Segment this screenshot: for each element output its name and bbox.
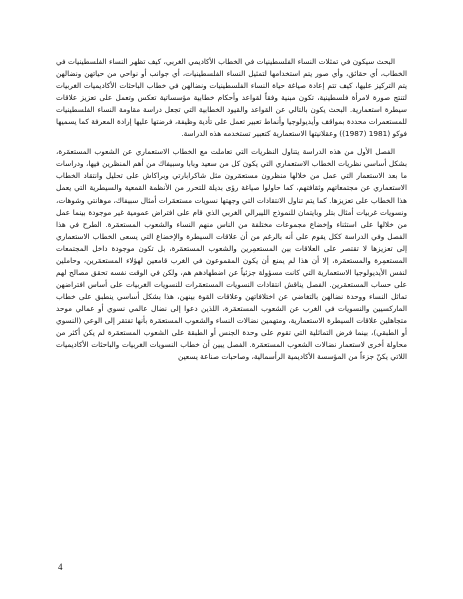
paragraph-2: الفصل الأول من هذه الدراسة يتناول النظريات التي تعاملت مع الخطاب الاستعماري عن الشعوب المستعمَرة، بشكل أساسي نظريات الخطاب الاستعماري التي يكون كل من سعيد وبابا وسبيفاك من أهم المنظرين فيها، ودراسات ما بعد الاستعمار التي عمل من خلالها منظرون مستعمَرون مثل شاكرابارتي وبراكاش على تحليل وانتقاد الخطاب الاستعماري عن مجتمعاتهم وثقافتهم، كما حاولوا صياغة رؤى بديلة للتحرر من الأنظمة القمعية والسيطرية التي يعمل هذا الخطاب على تعزيزها. كما يتم تناول الانتقادات التي وجهتها نسويات مستعمَرات أمثال سبيفاك، موهانتي وشوهات، ونسويات غربيات أمثال بتلر وبايتمان للنموذج الليبرالي الغربي الذي قام على افتراض عمومية غير موجودة بينما عمل من خلالها على استثناء وإخضاع مجموعات مختلفة من الناس منهم النساء والشعوب المستعمَرة. الطرح في هذا الفصل وفي الدراسة ككل يقوم على أنه بالرغم من أن علاقات السيطرة والإخضاع التي يسعى الخطاب الاستعماري إلى تعزيزها لا تقتصر على العلاقات بين المستعمِرين والشعوب المستعمَرة، بل تكون موجودة داخل المجتمعات المستعمِرة والمستعمَرة، إلا أن هذا لم يمنع أن يكون المقموعون في الغرب قامعين لهؤلاء المستعمَرين، وحاملين لنفس الأيديولوجيا الاستعمارية التي كانت مسؤولة جزئياً عن اضطهادهم هم، ولكن في الوقت نفسه تحقق مصالح لهم على حساب المستعمَرين. الفصل يناقش انتقادات النسويات المستعمَرات للنسويات الغربيات على أساس افتراضهن تماثل النساء ووحدة نضالهن بالتغاضي عن اختلافاتهن وعلاقات القوة بينهن، هذا بشكل أساسي ينطبق على خطاب الماركسيين والنسويات في الغرب عن الشعوب المستعمَرة، اللذين دعوا إلى نضال عالمي نسوي أو عمالي موحد متجاهلين علاقات السيطرة الاستعمارية، ومتهمين نضالات النساء والشعوب المستعمَرة بأنها تفتقر إلى الوعي (النسوي أو الطبقي)، بينما فرض التماثلية التي تقوم على وحدة الجنس أو الطبقة على الشعوب المستعمَرة لم يكن أكثر من محاولة أخرى لاستعمار نضالات الشعوب المستعمَرة. الفصل يبين أن خطاب النسويات الغربيات والباحثات الأكاديميات اللاتي يكنّ جزءاً من المؤسسة الأكاديمية الرأسمالية، وصاحبات صناعة يسعين (56, 147, 407, 362)
paragraph-1: البحث سيكون في تمثلات النساء الفلسطينيات في الخطاب الأكاديمي الغربي، كيف تظهر النساء الفلسطينيات في الخطاب، أي حقائق، وأي صور يتم استخدامها لتمثيل النساء الفلسطينيات، أي جوانب أو نواحي من حياتهن ونضالهن يتم التركيز عليها، كيف تتم إعادة صياغة حياة النساء الفلسطينيات ونضالهن في خطاب الباحثات الأكاديميات الغربيات لتنتج صورة لامرأة فلسطينية، تكون مبنية وفقاً لقواعد وأحكام خطابية مؤسساتية تعكس وتعمل على تعزيز علاقات سيطرة استعمارية. البحث يكون بالتالي عن القواعد والقيود الخطابية التي تجعل دراسة مقاومة النساء الفلسطينيات للمستعمرات محددة بمواقف وأيديولوجيا وأنماط تعبير تعمل على تأدية وظيفة، فرضتها عليها إرادة المعرفة كما يسميها فوكو (1981 (1987)) وعقلانيتها الاستعمارية كتعبير تستخدمه هذه الدراسة. (56, 57, 407, 139)
page-number: 4 (58, 562, 63, 572)
body-text (56, 56, 407, 363)
